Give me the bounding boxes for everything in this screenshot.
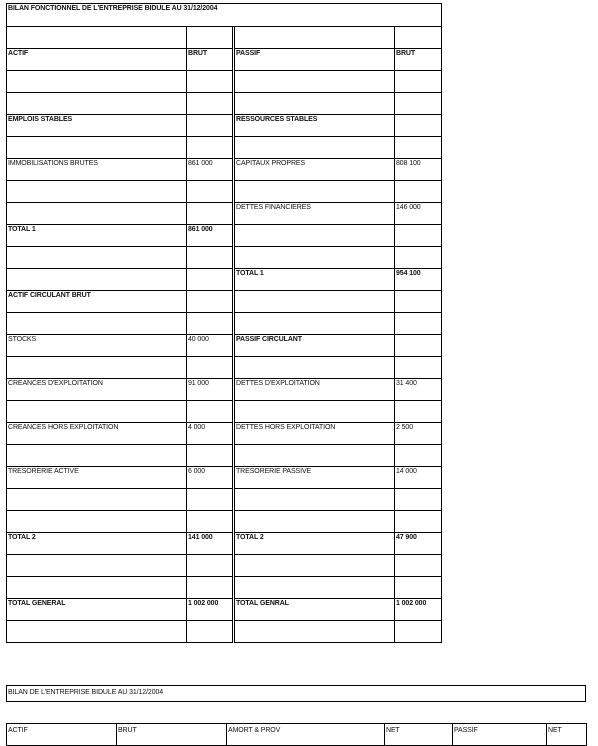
- table-cell: [187, 357, 233, 379]
- table-row: [7, 27, 442, 49]
- table-row: [7, 357, 442, 379]
- table-row: [7, 115, 442, 137]
- table-row: [7, 49, 442, 71]
- table-cell: [395, 511, 442, 533]
- table-cell: 808 100: [395, 159, 442, 181]
- table-row: [7, 577, 442, 599]
- table-row: [7, 467, 442, 489]
- table-cell: TOTAL GENRAL: [235, 599, 395, 621]
- table-row: [7, 335, 442, 357]
- bilan-fonctionnel-table: [6, 3, 442, 643]
- table-cell: TRESORERIE PASSIVE: [235, 467, 395, 489]
- table-cell: [395, 555, 442, 577]
- table-cell: [7, 247, 187, 269]
- table-cell: [235, 27, 395, 49]
- table-cell: [395, 225, 442, 247]
- table-cell: IMMOBILISATIONS BRUTES: [7, 159, 187, 181]
- table-cell: [187, 555, 233, 577]
- table-cell: [235, 247, 395, 269]
- table-row: [7, 313, 442, 335]
- table-cell: CREANCES D'EXPLOITATION: [7, 379, 187, 401]
- table-cell: TOTAL 2: [235, 533, 395, 555]
- table-cell: [187, 93, 233, 115]
- table-cell: [187, 401, 233, 423]
- table-cell: [187, 577, 233, 599]
- table-row: [7, 247, 442, 269]
- table-row: [7, 159, 442, 181]
- table-cell: [235, 225, 395, 247]
- table-cell: ACTIF CIRCULANT BRUT: [7, 291, 187, 313]
- table-cell: [7, 93, 187, 115]
- table-cell: TOTAL 2: [7, 533, 187, 555]
- table-row: [7, 181, 442, 203]
- table-cell: PASSIF: [235, 49, 395, 71]
- table-row: [7, 401, 442, 423]
- table-cell: 47 900: [395, 533, 442, 555]
- table-cell: CAPITAUX PROPRES: [235, 159, 395, 181]
- table-cell: [395, 357, 442, 379]
- table-cell: EMPLOIS STABLES: [7, 115, 187, 137]
- table-cell: 14 000: [395, 467, 442, 489]
- table-title: BILAN FONCTIONNEL DE L'ENTREPRISE BIDULE AU 31/12/2004: [7, 4, 442, 27]
- table-cell: [395, 313, 442, 335]
- table-cell: [7, 555, 187, 577]
- table-cell: DETTES HORS EXPLOITATION: [235, 423, 395, 445]
- bilan-header-table: [6, 723, 587, 746]
- table-cell: [7, 401, 187, 423]
- table-cell: [235, 401, 395, 423]
- table-cell: [187, 445, 233, 467]
- table-cell: 6 000: [187, 467, 233, 489]
- table-cell: 1 002 000: [395, 599, 442, 621]
- table-cell: [395, 335, 442, 357]
- table-cell: 40 000: [187, 335, 233, 357]
- table-cell: 146 000: [395, 203, 442, 225]
- table-cell: [395, 71, 442, 93]
- table-cell: [235, 71, 395, 93]
- table-cell: ACTIF: [7, 49, 187, 71]
- table-row: [7, 71, 442, 93]
- table-cell: [187, 269, 233, 291]
- table-cell: 1 002 000: [187, 599, 233, 621]
- table-cell: [235, 489, 395, 511]
- table-row: [7, 423, 442, 445]
- table-cell: TOTAL 1: [235, 269, 395, 291]
- table-cell: [395, 115, 442, 137]
- header-passif: PASSIF: [453, 724, 547, 746]
- table-cell: [187, 27, 233, 49]
- table-cell: [235, 137, 395, 159]
- table-cell: [187, 247, 233, 269]
- table-cell: [235, 445, 395, 467]
- table-cell: 861 000: [187, 159, 233, 181]
- table-cell: [187, 291, 233, 313]
- table-cell: [7, 445, 187, 467]
- table-cell: [7, 71, 187, 93]
- bilan-title-table: [6, 685, 586, 702]
- table-cell: [395, 489, 442, 511]
- table-cell: [395, 401, 442, 423]
- table-row: [7, 93, 442, 115]
- table-cell: [7, 621, 187, 643]
- table-row: [7, 599, 442, 621]
- table-row: [7, 489, 442, 511]
- header-net: NET: [385, 724, 453, 746]
- table-cell: STOCKS: [7, 335, 187, 357]
- table-cell: 31 400: [395, 379, 442, 401]
- table-cell: BRUT: [187, 49, 233, 71]
- table-row: [7, 511, 442, 533]
- table-cell: 4 000: [187, 423, 233, 445]
- table-cell: 954 100: [395, 269, 442, 291]
- bilan-title: BILAN DE L'ENTREPRISE BIDULE AU 31/12/2004: [7, 686, 586, 702]
- table-cell: [395, 93, 442, 115]
- header-net-2: NET: [547, 724, 587, 746]
- table-row: [7, 225, 442, 247]
- table-cell: DETTES FINANCIERES: [235, 203, 395, 225]
- table-cell: [395, 27, 442, 49]
- table-cell: [235, 357, 395, 379]
- table-cell: [187, 489, 233, 511]
- table-cell: [235, 555, 395, 577]
- table-cell: 861 000: [187, 225, 233, 247]
- table-cell: [187, 71, 233, 93]
- table-cell: [7, 137, 187, 159]
- table-cell: [7, 27, 187, 49]
- table-cell: [395, 181, 442, 203]
- table-cell: [187, 203, 233, 225]
- table-cell: 141 000: [187, 533, 233, 555]
- table-cell: [7, 269, 187, 291]
- table-cell: [235, 181, 395, 203]
- table-cell: [7, 577, 187, 599]
- header-amort-prov: AMORT & PROV: [227, 724, 385, 746]
- table-row: [7, 269, 442, 291]
- table-cell: [187, 137, 233, 159]
- table-cell: [235, 621, 395, 643]
- table-row: [7, 621, 442, 643]
- table-cell: TOTAL 1: [7, 225, 187, 247]
- table-cell: [187, 313, 233, 335]
- table-cell: [395, 621, 442, 643]
- table-cell: DETTES D'EXPLOITATION: [235, 379, 395, 401]
- table-cell: [395, 445, 442, 467]
- table-cell: [7, 313, 187, 335]
- header-actif: ACTIF: [7, 724, 117, 746]
- table-row: [7, 533, 442, 555]
- table-cell: [395, 137, 442, 159]
- table-cell: [7, 203, 187, 225]
- header-brut: BRUT: [117, 724, 227, 746]
- table-cell: [395, 247, 442, 269]
- table-cell: TOTAL GENERAL: [7, 599, 187, 621]
- table-row: [7, 137, 442, 159]
- table-cell: [395, 577, 442, 599]
- table-row: [7, 555, 442, 577]
- table-cell: [187, 115, 233, 137]
- table-cell: [235, 291, 395, 313]
- table-cell: [235, 93, 395, 115]
- table-row: [7, 445, 442, 467]
- table-cell: TRESORERIE ACTIVE: [7, 467, 187, 489]
- table-cell: [7, 181, 187, 203]
- table-cell: RESSOURCES STABLES: [235, 115, 395, 137]
- table-cell: [235, 577, 395, 599]
- table-cell: [395, 291, 442, 313]
- table-cell: [187, 511, 233, 533]
- table-row: [7, 203, 442, 225]
- table-cell: [235, 511, 395, 533]
- table-cell: [187, 181, 233, 203]
- table-cell: [235, 313, 395, 335]
- table-cell: [7, 357, 187, 379]
- table-cell: [187, 621, 233, 643]
- table-cell: CREANCES HORS EXPLOITATION: [7, 423, 187, 445]
- table-cell: [7, 511, 187, 533]
- table-cell: BRUT: [395, 49, 442, 71]
- table-cell: 91 000: [187, 379, 233, 401]
- table-row: [7, 379, 442, 401]
- table-cell: PASSIF CIRCULANT: [235, 335, 395, 357]
- table-cell: 2 500: [395, 423, 442, 445]
- table-row: [7, 291, 442, 313]
- table-cell: [7, 489, 187, 511]
